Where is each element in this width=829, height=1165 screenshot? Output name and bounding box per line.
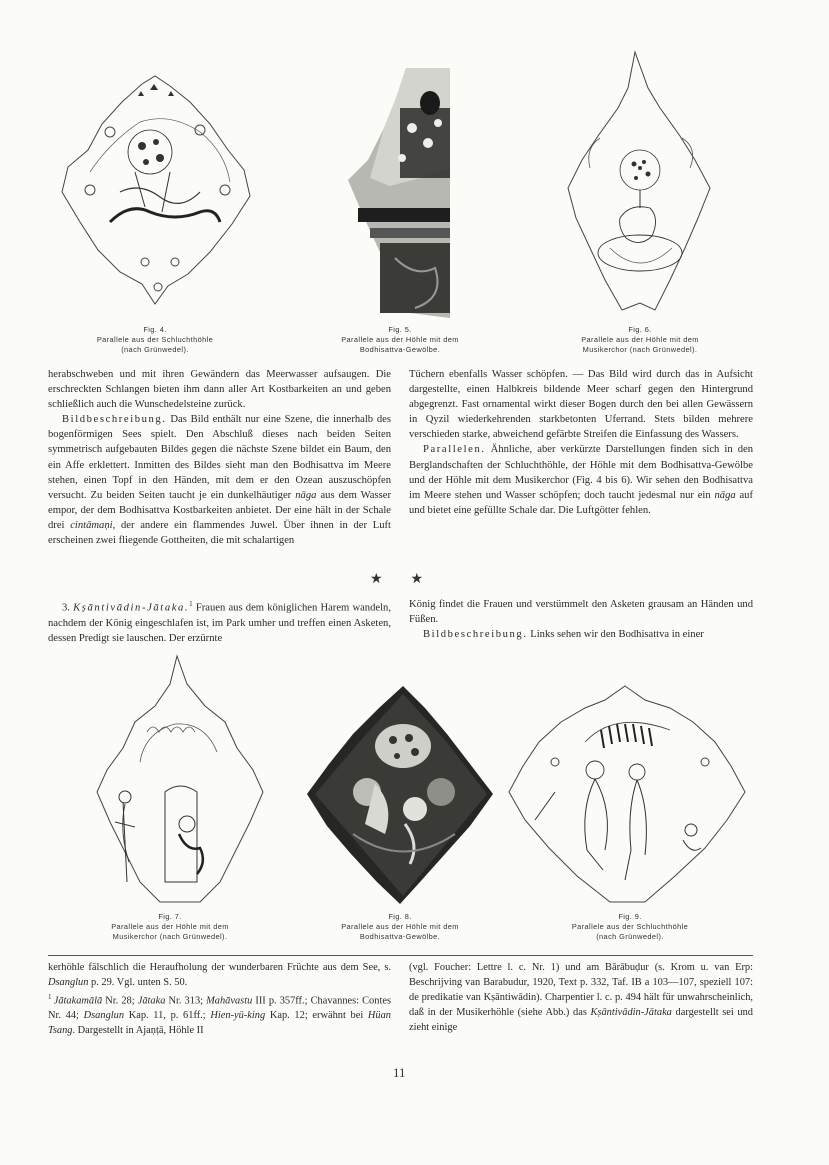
text-run: kerhöhle fälschlich die Heraufholung der wunderbaren Früchte aus dem See, s. — [48, 962, 391, 973]
figure-label: Fig. 6. — [628, 325, 652, 334]
paragraph: herabschweben und mit ihren Gewändern das Meerwasser aufsaugen. Die erschreckten Schlangen bieten ihm dann aller Art Kostbarkeiten an und geben schließlich auch die Wunschedelsteine zurück. — [48, 369, 391, 411]
figure-label: Fig. 8. — [388, 912, 412, 921]
figure-caption-line: Musikerchor (nach Grünwedel). — [112, 932, 228, 941]
text-run: III p. 357ff.; Chavannes: Contes Nr. 44; — [48, 995, 391, 1022]
figure-4-caption — [50, 325, 260, 355]
text-run: Nr. 28; — [102, 995, 138, 1007]
text-run: . Dargestellt in Ajaṇṭā, Höhle II — [72, 1025, 204, 1037]
figure-caption-line: (nach Grünwedel). — [121, 345, 189, 354]
italic-term: Hüan Tsang — [48, 1010, 391, 1037]
italic-term: Jātaka — [137, 995, 166, 1007]
italic-term: cintāmaṇi — [70, 519, 113, 531]
page-number: 11 — [393, 1065, 406, 1080]
footnote-mark: 1 — [48, 993, 54, 1001]
figure-caption-line: Parallele aus der Schluchthöhle — [571, 922, 689, 931]
section-number: 3. — [62, 602, 74, 614]
figure-caption-line: Musikerchor (nach Grünwedel). — [582, 345, 698, 354]
footnote-continuation — [409, 960, 753, 1035]
figure-caption-line: (nach Grünwedel). — [596, 932, 664, 941]
italic-term: Dsanglun — [83, 1010, 125, 1022]
italic-term: nāga — [714, 489, 736, 501]
figure-caption-line: Parallele aus der Höhle mit dem — [341, 335, 459, 344]
italic-term: Hien-yü-king — [210, 1010, 266, 1022]
italic-term: Dsanglun — [48, 977, 89, 988]
figure-caption-line: Parallele aus der Schluchthöhle — [96, 335, 214, 344]
paragraph — [48, 597, 391, 646]
figure-8-photo — [305, 684, 495, 906]
text-run: , der andere ein flammendes Juwel. Über ihnen in der Luft erscheinen zwei fliegende Gottheiten, die mit schalartigen — [48, 519, 392, 547]
figure-4-drawing — [50, 72, 260, 312]
figure-7-drawing — [85, 652, 275, 907]
section-heading: Bildbeschreibung. — [423, 629, 528, 641]
figure-label: Fig. 4. — [143, 325, 167, 334]
figure-6-caption — [555, 325, 725, 355]
upper-left-column — [48, 367, 391, 548]
figure-caption-line: Parallele aus der Höhle mit dem — [581, 335, 699, 344]
figure-label: Fig. 5. — [388, 325, 412, 334]
paragraph — [409, 627, 753, 642]
text-run: Frauen aus dem königlichen Harem wandeln, nachdem der König eingeschlafen ist, im Park umher und treffen einen Asketen, dessen Predigt sie lauschen. Der erzürnte — [48, 602, 391, 644]
footnote-continuation — [48, 960, 391, 990]
italic-term: Mahāvastu — [206, 995, 253, 1007]
paragraph — [409, 442, 753, 517]
figure-caption-line: Bodhisattva-Gewölbe. — [359, 932, 441, 941]
footnotes-left-column — [48, 960, 391, 1038]
text-run: p. 29. Vgl. unten S. 50. — [88, 977, 188, 988]
middle-left-column — [48, 597, 391, 646]
text-run: Ähnliche, aber verkürzte Darstellungen finden sich in den Berglandschaften der Schluchthöhle, der Höhle mit dem Bodhisattva-Gewölbe und der Höhle mit dem Musikerchor (Fig. 4 bis 6). Wir sehen den Bodhisattva im Meere stehen und Wasser schöpfen; doch taucht jedesmal nur ein — [409, 444, 753, 501]
text-run: Nr. 313; — [165, 995, 207, 1007]
text-run: Kap. 12; erwähnt bei — [265, 1010, 368, 1022]
text-run: auf und bietet eine gefüllte Schale dar. Die Luftgötter fehlen. — [409, 489, 753, 516]
footnotes-right-column — [409, 960, 753, 1035]
figure-7-caption — [85, 912, 255, 942]
text-run: Kap. 11, p. 61ff.; — [124, 1010, 211, 1022]
italic-term: Jātakamālā — [53, 995, 103, 1007]
middle-right-column — [409, 597, 753, 642]
text-run: aus dem Wasser empor, der dem Bodhisattva Kostbarkeiten anbietet. Der eine hält in der Schale drei — [48, 489, 391, 531]
section-title: Kṣāntivādin-Jātaka. — [73, 602, 190, 614]
section-heading: Parallelen. — [423, 444, 486, 456]
figure-5-photo — [340, 68, 452, 318]
text-run: (vgl. Foucher: Lettre l. c. Nr. 1) und am Bārābuḍur (s. Krom u. van Erp: Beschrijving van Barabudur, 1920, Text p. 332, Taf. IB a 103—107, speziell 107: de predikatie van Kṣāntiwādin). Charpentier l. c. p. 494 hält für unwahrscheinlich, daß in der Musikerhöhle (siehe Abb.) das — [409, 962, 753, 1018]
figure-6-drawing — [560, 48, 720, 318]
paragraph: Tüchern ebenfalls Wasser schöpfen. — Das Bild wird durch das in Aufsicht dargestellte, einen Halbkreis bildende Meer scharf gegen den Hintergrund abgegrenzt. Fast ornamental wirkt dieser Bogen durch den bei allen Gewässern in Qyzil wiederkehrenden starkbetonten Uferrand. Stets bilden mehrere verschieden starke, abweichend gefärbte Streifen die Einfassung des Wassers. — [409, 369, 753, 441]
footnote-rule — [48, 955, 753, 956]
figure-5-caption — [310, 325, 490, 355]
figure-label: Fig. 7. — [158, 912, 182, 921]
figure-9-drawing — [505, 680, 750, 908]
footnote-1 — [48, 990, 391, 1038]
figure-caption-line: Parallele aus der Höhle mit dem — [111, 922, 229, 931]
paragraph: König findet die Frauen und verstümmelt den Asketen grausam an Händen und Füßen. — [409, 599, 753, 626]
text-run: dargestellt sei und zieht einige — [409, 1007, 753, 1033]
figure-label: Fig. 9. — [618, 912, 642, 921]
footnote-mark: 1 — [189, 600, 193, 608]
figure-caption-line: Parallele aus der Höhle mit dem — [341, 922, 459, 931]
figure-caption-line: Bodhisattva-Gewölbe. — [359, 345, 441, 354]
section-heading: Bildbeschreibung. — [62, 414, 167, 426]
figure-8-caption — [310, 912, 490, 942]
text-run: Links sehen wir den Bodhisattva in einer — [527, 629, 704, 641]
paragraph — [48, 412, 391, 548]
italic-term: Kṣāntivādin-Jātaka — [590, 1007, 672, 1018]
upper-right-column — [409, 367, 753, 518]
italic-term: nāga — [295, 489, 317, 501]
section-separator-stars: ★ ★ — [370, 572, 424, 587]
figure-9-caption — [545, 912, 715, 942]
text-run: Das Bild enthält nur eine Szene, die innerhalb des bogenförmigen Sees spielt. Den Abschluß dieses nach beiden Seiten symmetrisch aufgebauten Bildes gegen die nächste Szene bildet ein Baum, den ein Affe erklettert. Inmitten des Bildes sieht man den Bodhisattva im Meere stehen, einen Topf in den Händen, mit dem er den Ozean auszuschöpfen versucht. Zu beiden Seiten taucht je ein dunkelhäutiger — [48, 414, 391, 501]
